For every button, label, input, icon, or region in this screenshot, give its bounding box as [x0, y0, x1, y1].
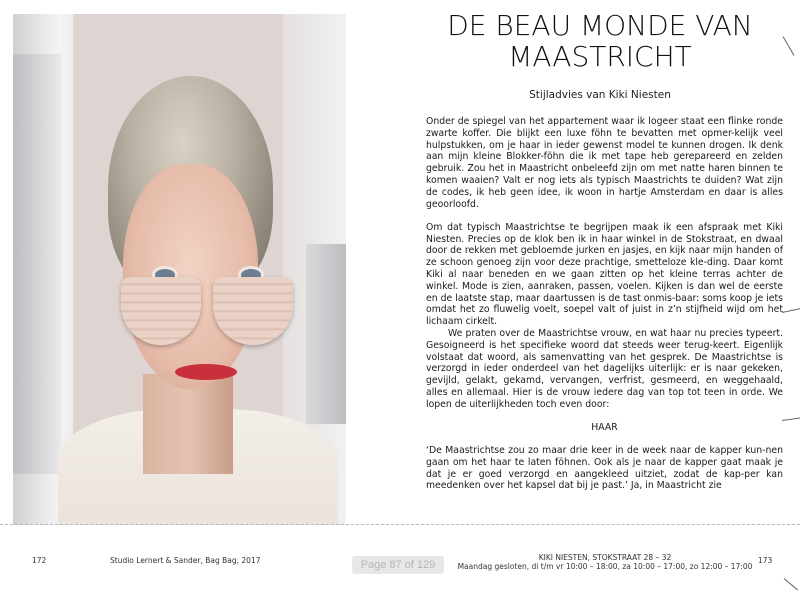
left-page-number: 172	[32, 556, 47, 565]
page-edge-line-top	[783, 36, 795, 56]
body-paragraph-1: Onder de spiegel van het appartement waar ik logeer staat een flinke ronde zwarte koffer. Die blijkt een luxe föhn te bevatten met opmer-kelijk veel hulpstukken, om je haar in ieder gewenst model te kunnen drogen. Ik denk aan mijn kleine Blokker-föhn die ik met tape heb gerepareerd en zelden gebruik. Zou het in Maastricht onbeleefd zijn om met natte haren binnen te komen waaien? Valt er nog iets als typisch Maastrichts te duiden? Wat zijn de codes, ik heb geen idee, ik woon in hartje Amsterdam en daar is alles geoorloofd.	[426, 116, 783, 210]
page-edge-line-middle-2	[782, 417, 800, 421]
body-paragraph-4: ‘De Maastrichtse zou zo maar drie keer in de week naar de kapper kun-nen gaan om het haar te laten föhnen. Ook als je naar de kapper gaat maak je dat je er goed verzorgd en aangekleed uitziet, zodat de kap-per kan meedenken over het kapsel dat bij je past.’ Ja, in Maastricht zie	[426, 444, 783, 492]
page-indicator: Page 87 of 129	[352, 556, 444, 574]
opening-hours: Maandag gesloten, di t/m vr 10:00 – 18:00, za 10:00 – 17:00, zo 12:00 – 17:00	[457, 562, 753, 571]
shop-name: KIKI NIESTEN, STOKSTRAAT 28 – 32	[538, 553, 672, 562]
photo-credit: Studio Lernert & Sander, Bag Bag, 2017	[110, 556, 261, 565]
body-paragraph-3: We praten over de Maastrichtse vrouw, en wat haar nu precies typeert. Gesoigneerd is het specifieke woord dat steeds weer terug-keert. Eigenlijk volstaat dat woord, als samenvatting van het gesprek. De Maastrichtse is verzorgd in ieder onderdeel van het dagelijks uiterlijk: er is naar gekeken, gevijld, gelakt, gekamd, vervangen, verfrist, gesmeerd, en weggehaald, alles en allemaal. Hier is de vrouw iedere dag van top tot teen in orde. We lopen de uiterlijkheden toch even door:	[426, 328, 783, 410]
photo-red-lips	[175, 364, 237, 380]
page-cut-line	[0, 524, 800, 525]
body-paragraph-2: Om dat typisch Maastrichtse te begrijpen maak ik een afspraak met Kiki Niesten. Precies op de klok ben ik in haar winkel in de Stokstraat, en dwaal door de rekken met gebloemde jurken en jasjes, en kijk naar mijn handen of ze schoon genoeg zijn voor deze prachtige, smetteloze kle-ding. Daar komt Kiki al naar beneden en we gaan zitten op het kleine terras achter de winkel. Mode is zien, aanraken, passen, voelen. Kijken is dan wel de eerste en de laatste stap, maar daartussen is de tast onmis-baar: soms koop je iets omdat het zo fluwelig voelt, soepel valt of juist in z’n stijfheid wijd om het lichaam cirkelt.	[426, 221, 783, 328]
photo-background-door	[13, 54, 61, 474]
right-page-number: 173	[758, 556, 773, 565]
article-subtitle: Stijladvies van Kiki Niesten	[529, 89, 671, 101]
article-title-line-1: DE BEAU MONDE VAN	[447, 9, 753, 42]
article-body	[426, 116, 783, 504]
shop-info	[455, 553, 755, 571]
page-edge-line-middle-1	[782, 308, 800, 313]
article-title	[430, 10, 770, 72]
photo-neck	[143, 374, 233, 474]
article-title-line-2: MAASTRICHT	[508, 40, 692, 73]
section-heading-haar: HAAR	[591, 421, 618, 433]
portrait-photo	[13, 14, 346, 525]
photo-background-shelf	[306, 244, 346, 424]
page-edge-line-bottom	[784, 578, 798, 590]
